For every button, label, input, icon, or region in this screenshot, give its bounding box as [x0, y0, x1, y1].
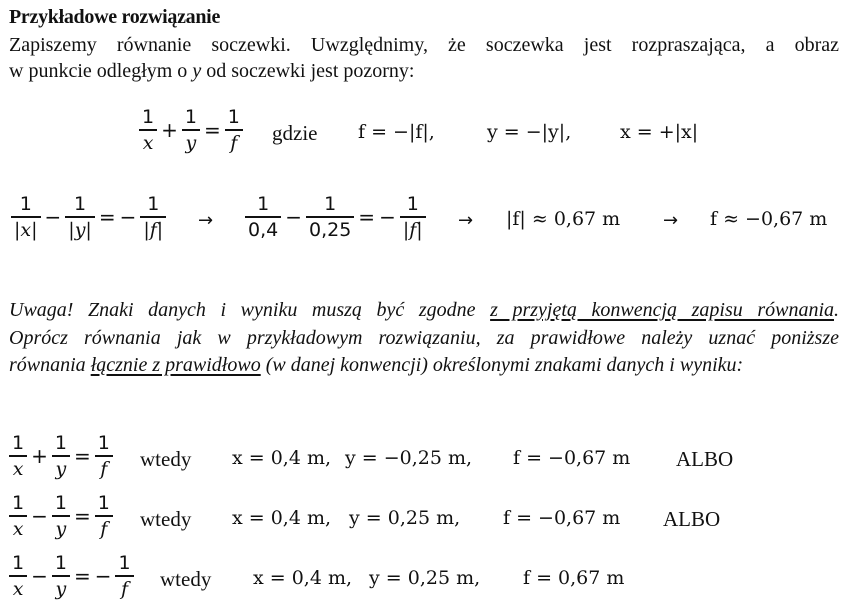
fraction-1-over-x [9, 492, 27, 540]
fraction-1-over-y [52, 492, 70, 540]
numerator: 1 [97, 492, 110, 514]
fraction-bar [139, 129, 157, 131]
note-text-before: Uwaga! Znaki danych i wyniku muszą być zgodne [9, 299, 491, 321]
equals-sign: = [73, 564, 91, 588]
numerator: 1 [142, 106, 155, 128]
alternative-equation-2 [7, 492, 115, 540]
fraction-bar [115, 575, 133, 577]
note-underlined-correctly: łącznie z prawidłowo [90, 354, 261, 376]
numerator: 1 [97, 432, 110, 454]
negative-sign: − [94, 564, 112, 588]
alternative-equation-3 [7, 552, 136, 600]
when-label: wtedy [140, 507, 192, 531]
equals-sign: = [98, 205, 116, 229]
fraction-bar [95, 515, 113, 517]
fraction-bar [95, 455, 113, 457]
numerator: 1 [54, 552, 67, 574]
where-label: gdzie [272, 121, 318, 145]
operator-sign: − [31, 564, 48, 588]
note-text-after: . [834, 299, 839, 321]
fraction-1-over-x [9, 552, 27, 600]
arrow-right-icon: → [663, 210, 679, 231]
result-abs-f: |f| ≈ 0,67 m [506, 208, 621, 230]
operator-sign: − [31, 504, 48, 528]
note-text-after: (w danej konwencji) określonymi znakami danych i wyniku: [260, 354, 744, 376]
or-label: ALBO [676, 447, 734, 471]
note-line-3 [9, 352, 839, 378]
value-f: f = −0,67 m [513, 447, 631, 469]
note-line-1 [9, 297, 839, 323]
numerator: 1 [184, 106, 197, 128]
fraction-1-over-abs-y [65, 193, 95, 241]
numerator: 1 [12, 492, 25, 514]
note-text-before: równania [9, 354, 91, 376]
numerator: 1 [147, 193, 160, 215]
fraction-1-over-x [9, 432, 27, 480]
fraction-1-over-f [95, 492, 113, 540]
when-label: wtedy [160, 567, 212, 591]
value-x: x = 0,4 m, [253, 567, 353, 589]
fraction-1-over-0-4 [245, 193, 281, 241]
fraction-1-over-f [95, 432, 113, 480]
denominator-abs-f: |f| [143, 219, 164, 241]
result-f: f ≈ −0,67 m [710, 208, 828, 230]
fraction-1-over-x [139, 106, 157, 154]
intro-variable-y: y [192, 60, 202, 82]
fraction-bar [140, 216, 166, 218]
negative-sign: − [379, 205, 396, 229]
value-y: y = −0,25 m, [345, 447, 473, 469]
denominator-f: f [121, 578, 129, 600]
fraction-bar [65, 216, 95, 218]
negative-sign: − [119, 205, 137, 229]
value-f: f = 0,67 m [523, 567, 625, 589]
arrow-right-icon: → [458, 210, 474, 231]
intro-text-before: w punkcie odległym o [9, 60, 193, 82]
fraction-bar [306, 216, 354, 218]
fraction-bar [182, 129, 200, 131]
denominator-0-25: 0,25 [308, 219, 352, 241]
fraction-bar [11, 216, 41, 218]
fraction-bar [9, 575, 27, 577]
fraction-1-over-f [225, 106, 243, 154]
value-x: x = 0,4 m, [232, 507, 332, 529]
numerator: 1 [118, 552, 131, 574]
value-f: f = −0,67 m [503, 507, 621, 529]
fraction-1-over-y [52, 552, 70, 600]
equals-sign: = [203, 118, 221, 142]
denominator-f: f [100, 458, 108, 480]
absolute-value-equation [9, 193, 168, 241]
equals-sign: = [73, 504, 91, 528]
denominator-abs-y: |y| [68, 219, 92, 241]
denominator-x: x [142, 132, 154, 154]
when-label: wtedy [140, 447, 192, 471]
fraction-1-over-y [182, 106, 200, 154]
minus-sign: − [44, 205, 62, 229]
numerator: 1 [54, 432, 67, 454]
note-line-2: Oprócz równania jak w przykładowym rozwiązaniu, za prawidłowe należy uznać poniższe [9, 327, 839, 349]
denominator-0-4: 0,4 [248, 219, 279, 241]
operator-sign: + [31, 444, 48, 468]
denominator-abs-f: |f| [402, 219, 423, 241]
denominator-x: x [12, 458, 24, 480]
intro-line-1: Zapiszemy równanie soczewki. Uwzględnimy, że soczewka jest rozpraszająca, a obraz [9, 34, 839, 56]
arrow-right-icon: → [198, 210, 214, 231]
denominator-f: f [230, 132, 238, 154]
fraction-1-over-y [52, 432, 70, 480]
fraction-bar [52, 455, 70, 457]
lens-equation [137, 106, 245, 154]
fraction-1-over-abs-x [11, 193, 41, 241]
fraction-1-over-abs-f [400, 193, 426, 241]
numerator: 1 [12, 432, 25, 454]
equals-sign: = [358, 205, 376, 229]
numerator: 1 [74, 193, 87, 215]
numerator: 1 [324, 193, 337, 215]
denominator-y: y [55, 518, 67, 540]
plus-sign: + [161, 118, 178, 142]
numerator: 1 [54, 492, 67, 514]
value-y: y = 0,25 m, [349, 507, 461, 529]
fraction-bar [225, 129, 243, 131]
denominator-abs-x: |x| [14, 219, 38, 241]
section-title: Przykładowe rozwiązanie [9, 6, 221, 28]
minus-sign: − [285, 205, 302, 229]
numeric-substitution [243, 193, 428, 241]
numerator: 1 [227, 106, 240, 128]
condition-x: x = +|x| [620, 121, 699, 143]
condition-f: f = −|f|, [358, 121, 435, 143]
equals-sign: = [73, 444, 91, 468]
fraction-1-over-0-25 [306, 193, 354, 241]
or-label: ALBO [663, 507, 721, 531]
fraction-bar [400, 216, 426, 218]
fraction-1-over-f [115, 552, 133, 600]
value-x: x = 0,4 m, [232, 447, 332, 469]
intro-line-2 [9, 58, 839, 84]
denominator-y: y [55, 578, 67, 600]
denominator-f: f [100, 518, 108, 540]
value-y: y = 0,25 m, [369, 567, 481, 589]
fraction-bar [245, 216, 281, 218]
numerator: 1 [406, 193, 419, 215]
fraction-bar [52, 575, 70, 577]
note-underlined-convention: z przyjętą konwencją zapisu równania [490, 299, 834, 321]
fraction-bar [9, 455, 27, 457]
alternative-equation-1 [7, 432, 115, 480]
denominator-x: x [12, 578, 24, 600]
fraction-bar [9, 515, 27, 517]
denominator-y: y [185, 132, 197, 154]
fraction-1-over-abs-f [140, 193, 166, 241]
fraction-bar [52, 515, 70, 517]
condition-y: y = −|y|, [487, 121, 572, 143]
intro-text-after: od soczewki jest pozorny: [201, 60, 415, 82]
denominator-y: y [55, 458, 67, 480]
numerator: 1 [12, 552, 25, 574]
numerator: 1 [19, 193, 32, 215]
numerator: 1 [257, 193, 270, 215]
denominator-x: x [12, 518, 24, 540]
